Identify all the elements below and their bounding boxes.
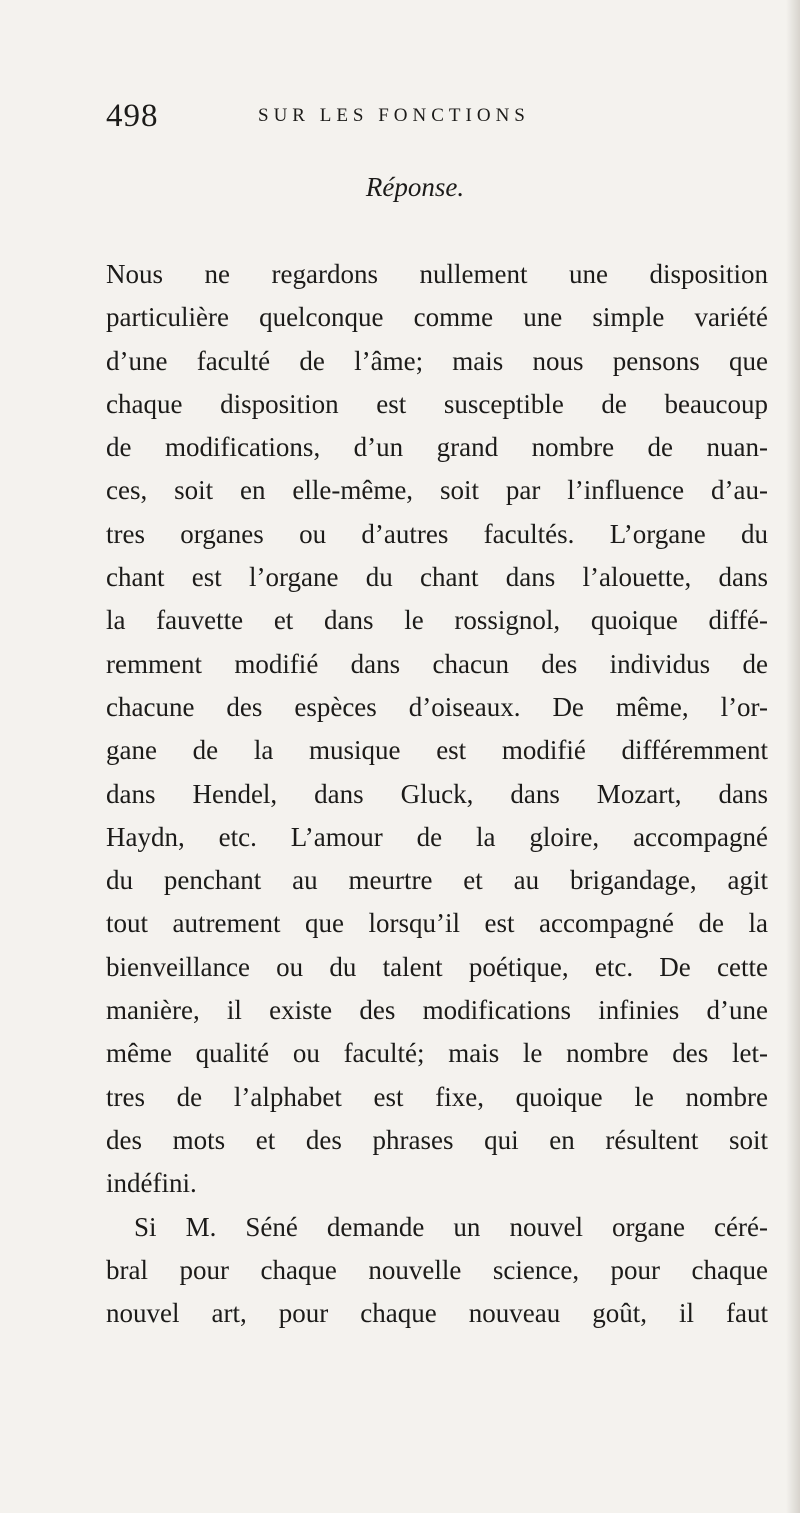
text-line: manière, il existe des modifications infinies d’une	[106, 995, 768, 1026]
text-line: nouvel art, pour chaque nouveau goût, il faut	[106, 1298, 768, 1329]
text-line: même qualité ou faculté; mais le nombre des let-	[106, 1038, 768, 1069]
section-title: Réponse.	[365, 172, 465, 202]
text-line: indéfini.	[106, 1168, 197, 1199]
text-line: tres organes ou d’autres facultés. L’organe du	[106, 518, 768, 549]
text-line: Nous ne regardons nullement une disposition	[106, 259, 768, 289]
text-line: bral pour chaque nouvelle science, pour chaque	[106, 1254, 768, 1285]
text-line: gane de la musique est modifié différemment	[106, 735, 768, 766]
page-number: 498	[106, 98, 159, 134]
body-text	[106, 253, 768, 1335]
text-line: dans Hendel, dans Gluck, dans Mozart, dans	[106, 778, 768, 809]
text-line: chaque disposition est susceptible de beaucoup	[106, 388, 768, 419]
text-line: chacune des espèces d’oiseaux. De même, l’or-	[106, 691, 768, 722]
running-title: SUR LES FONCTIONS	[258, 105, 530, 126]
text-line: de modifications, d’un grand nombre de nuan-	[106, 432, 768, 463]
text-line: bienveillance ou du talent poétique, etc. De cette	[106, 951, 768, 982]
text-line: remment modifié dans chacun des individus de	[106, 648, 768, 679]
text-line: tres de l’alphabet est fixe, quoique le nombre	[106, 1081, 768, 1112]
text-line: tout autrement que lorsqu’il est accompagné de la	[106, 908, 768, 939]
text-line: des mots et des phrases qui en résultent soit	[106, 1124, 768, 1155]
text-line: particulière quelconque comme une simple variété	[106, 302, 768, 333]
text-line: Haydn, etc. L’amour de la gloire, accompagné	[106, 821, 768, 852]
text-line: chant est l’organe du chant dans l’alouette, dans	[106, 562, 768, 593]
running-header	[106, 96, 706, 140]
text-line: du penchant au meurtre et au brigandage, agit	[106, 865, 768, 896]
text-line: d’une faculté de l’âme; mais nous pensons que	[106, 345, 768, 376]
page-edge-shadow	[786, 0, 800, 1513]
text-line: la fauvette et dans le rossignol, quoique diffé-	[106, 605, 768, 636]
text-line: Si M. Séné demande un nouvel organe céré-	[134, 1211, 768, 1242]
text-line: ces, soit en elle-même, soit par l’influence d’au-	[106, 475, 768, 506]
